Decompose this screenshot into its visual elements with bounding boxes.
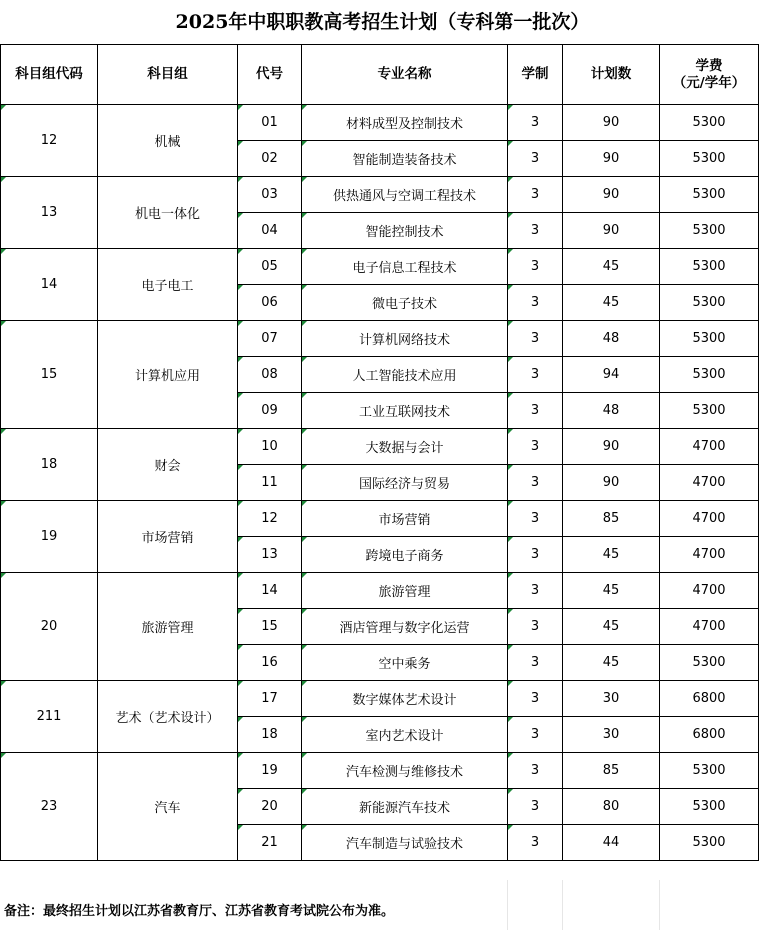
years-cell: 3 (508, 681, 563, 717)
major-name-cell: 市场营销 (302, 501, 508, 537)
plan-count-cell: 30 (563, 681, 660, 717)
table-body (1, 105, 759, 861)
major-code-cell: 20 (238, 789, 302, 825)
plan-count-cell: 90 (563, 465, 660, 501)
plan-count-cell: 48 (563, 393, 660, 429)
group-code-cell: 13 (1, 177, 98, 249)
years-cell: 3 (508, 537, 563, 573)
fee-cell: 4700 (660, 465, 759, 501)
fee-cell: 5300 (660, 141, 759, 177)
group-code-cell: 20 (1, 573, 98, 681)
group-code-cell: 19 (1, 501, 98, 573)
header-fee-line2: （元/学年） (672, 74, 746, 91)
plan-count-cell: 90 (563, 429, 660, 465)
fee-cell: 5300 (660, 789, 759, 825)
fee-cell: 5300 (660, 645, 759, 681)
plan-count-cell: 48 (563, 321, 660, 357)
major-code-cell: 17 (238, 681, 302, 717)
group-name-cell: 旅游管理 (98, 573, 238, 681)
major-name-cell: 室内艺术设计 (302, 717, 508, 753)
years-cell: 3 (508, 213, 563, 249)
fee-cell: 5300 (660, 213, 759, 249)
major-name-cell: 大数据与会计 (302, 429, 508, 465)
plan-count-cell: 80 (563, 789, 660, 825)
major-code-cell: 21 (238, 825, 302, 861)
major-code-cell: 19 (238, 753, 302, 789)
header-code: 代号 (238, 45, 302, 105)
fee-cell: 4700 (660, 609, 759, 645)
plan-count-cell: 44 (563, 825, 660, 861)
years-cell: 3 (508, 393, 563, 429)
major-name-cell: 人工智能技术应用 (302, 357, 508, 393)
header-major: 专业名称 (302, 45, 508, 105)
years-cell: 3 (508, 249, 563, 285)
group-code-cell: 12 (1, 105, 98, 177)
table-row (1, 753, 759, 789)
major-code-cell: 05 (238, 249, 302, 285)
major-code-cell: 13 (238, 537, 302, 573)
table-row (1, 105, 759, 141)
fee-cell: 5300 (660, 177, 759, 213)
fee-cell: 4700 (660, 429, 759, 465)
major-name-cell: 微电子技术 (302, 285, 508, 321)
group-code-cell: 15 (1, 321, 98, 429)
fee-cell: 5300 (660, 105, 759, 141)
enrollment-plan-table (0, 44, 759, 861)
fee-cell: 5300 (660, 285, 759, 321)
major-code-cell: 02 (238, 141, 302, 177)
group-name-cell: 机电一体化 (98, 177, 238, 249)
major-name-cell: 电子信息工程技术 (302, 249, 508, 285)
header-fee (660, 45, 759, 105)
group-name-cell: 财会 (98, 429, 238, 501)
years-cell: 3 (508, 321, 563, 357)
header-group-name: 科目组 (98, 45, 238, 105)
major-code-cell: 08 (238, 357, 302, 393)
years-cell: 3 (508, 177, 563, 213)
table-row (1, 429, 759, 465)
table-row (1, 573, 759, 609)
major-code-cell: 18 (238, 717, 302, 753)
fee-cell: 5300 (660, 753, 759, 789)
years-cell: 3 (508, 141, 563, 177)
header-group-code: 科目组代码 (1, 45, 98, 105)
major-name-cell: 酒店管理与数字化运营 (302, 609, 508, 645)
major-name-cell: 工业互联网技术 (302, 393, 508, 429)
footnote: 备注：最终招生计划以江苏省教育厅、江苏省教育考试院公布为准。 (4, 904, 395, 919)
major-code-cell: 06 (238, 285, 302, 321)
plan-count-cell: 45 (563, 285, 660, 321)
years-cell: 3 (508, 717, 563, 753)
plan-count-cell: 85 (563, 501, 660, 537)
group-code-cell: 18 (1, 429, 98, 501)
fee-cell: 4700 (660, 537, 759, 573)
major-name-cell: 计算机网络技术 (302, 321, 508, 357)
major-code-cell: 04 (238, 213, 302, 249)
years-cell: 3 (508, 465, 563, 501)
group-name-cell: 计算机应用 (98, 321, 238, 429)
plan-count-cell: 45 (563, 249, 660, 285)
fee-cell: 5300 (660, 357, 759, 393)
major-name-cell: 数字媒体艺术设计 (302, 681, 508, 717)
years-cell: 3 (508, 357, 563, 393)
years-cell: 3 (508, 825, 563, 861)
plan-count-cell: 90 (563, 105, 660, 141)
plan-count-cell: 85 (563, 753, 660, 789)
years-cell: 3 (508, 789, 563, 825)
major-name-cell: 汽车检测与维修技术 (302, 753, 508, 789)
major-name-cell: 旅游管理 (302, 573, 508, 609)
years-cell: 3 (508, 429, 563, 465)
major-name-cell: 新能源汽车技术 (302, 789, 508, 825)
years-cell: 3 (508, 573, 563, 609)
header-years: 学制 (508, 45, 563, 105)
group-code-cell: 23 (1, 753, 98, 861)
major-code-cell: 10 (238, 429, 302, 465)
major-code-cell: 16 (238, 645, 302, 681)
major-name-cell: 汽车制造与试验技术 (302, 825, 508, 861)
major-name-cell: 智能控制技术 (302, 213, 508, 249)
plan-count-cell: 90 (563, 213, 660, 249)
header-fee-line1: 学费 (695, 57, 723, 74)
fee-cell: 5300 (660, 825, 759, 861)
table-row (1, 249, 759, 285)
major-name-cell: 材料成型及控制技术 (302, 105, 508, 141)
plan-count-cell: 90 (563, 177, 660, 213)
years-cell: 3 (508, 645, 563, 681)
major-name-cell: 国际经济与贸易 (302, 465, 508, 501)
plan-count-cell: 30 (563, 717, 660, 753)
plan-count-cell: 45 (563, 537, 660, 573)
major-code-cell: 15 (238, 609, 302, 645)
grid-line (659, 880, 660, 930)
major-name-cell: 供热通风与空调工程技术 (302, 177, 508, 213)
fee-cell: 4700 (660, 501, 759, 537)
grid-line (507, 880, 508, 930)
header-plan: 计划数 (563, 45, 660, 105)
plan-count-cell: 45 (563, 609, 660, 645)
years-cell: 3 (508, 501, 563, 537)
major-name-cell: 空中乘务 (302, 645, 508, 681)
major-code-cell: 09 (238, 393, 302, 429)
group-code-cell: 14 (1, 249, 98, 321)
major-name-cell: 跨境电子商务 (302, 537, 508, 573)
major-code-cell: 14 (238, 573, 302, 609)
fee-cell: 6800 (660, 717, 759, 753)
group-name-cell: 电子电工 (98, 249, 238, 321)
group-name-cell: 机械 (98, 105, 238, 177)
fee-cell: 4700 (660, 573, 759, 609)
fee-cell: 5300 (660, 393, 759, 429)
table-row (1, 501, 759, 537)
years-cell: 3 (508, 105, 563, 141)
group-code-cell: 211 (1, 681, 98, 753)
major-code-cell: 03 (238, 177, 302, 213)
major-code-cell: 12 (238, 501, 302, 537)
plan-count-cell: 94 (563, 357, 660, 393)
grid-line (562, 880, 563, 930)
table-header-row (1, 45, 759, 105)
plan-count-cell: 45 (563, 645, 660, 681)
major-code-cell: 07 (238, 321, 302, 357)
page-title: 2025年中职职教高考招生计划（专科第一批次） (175, 11, 590, 33)
plan-count-cell: 45 (563, 573, 660, 609)
years-cell: 3 (508, 609, 563, 645)
major-name-cell: 智能制造装备技术 (302, 141, 508, 177)
major-code-cell: 01 (238, 105, 302, 141)
fee-cell: 6800 (660, 681, 759, 717)
major-code-cell: 11 (238, 465, 302, 501)
table-row (1, 321, 759, 357)
group-name-cell: 汽车 (98, 753, 238, 861)
group-name-cell: 市场营销 (98, 501, 238, 573)
years-cell: 3 (508, 285, 563, 321)
fee-cell: 5300 (660, 249, 759, 285)
group-name-cell: 艺术（艺术设计） (98, 681, 238, 753)
plan-count-cell: 90 (563, 141, 660, 177)
fee-cell: 5300 (660, 321, 759, 357)
table-row (1, 177, 759, 213)
years-cell: 3 (508, 753, 563, 789)
table-row (1, 681, 759, 717)
